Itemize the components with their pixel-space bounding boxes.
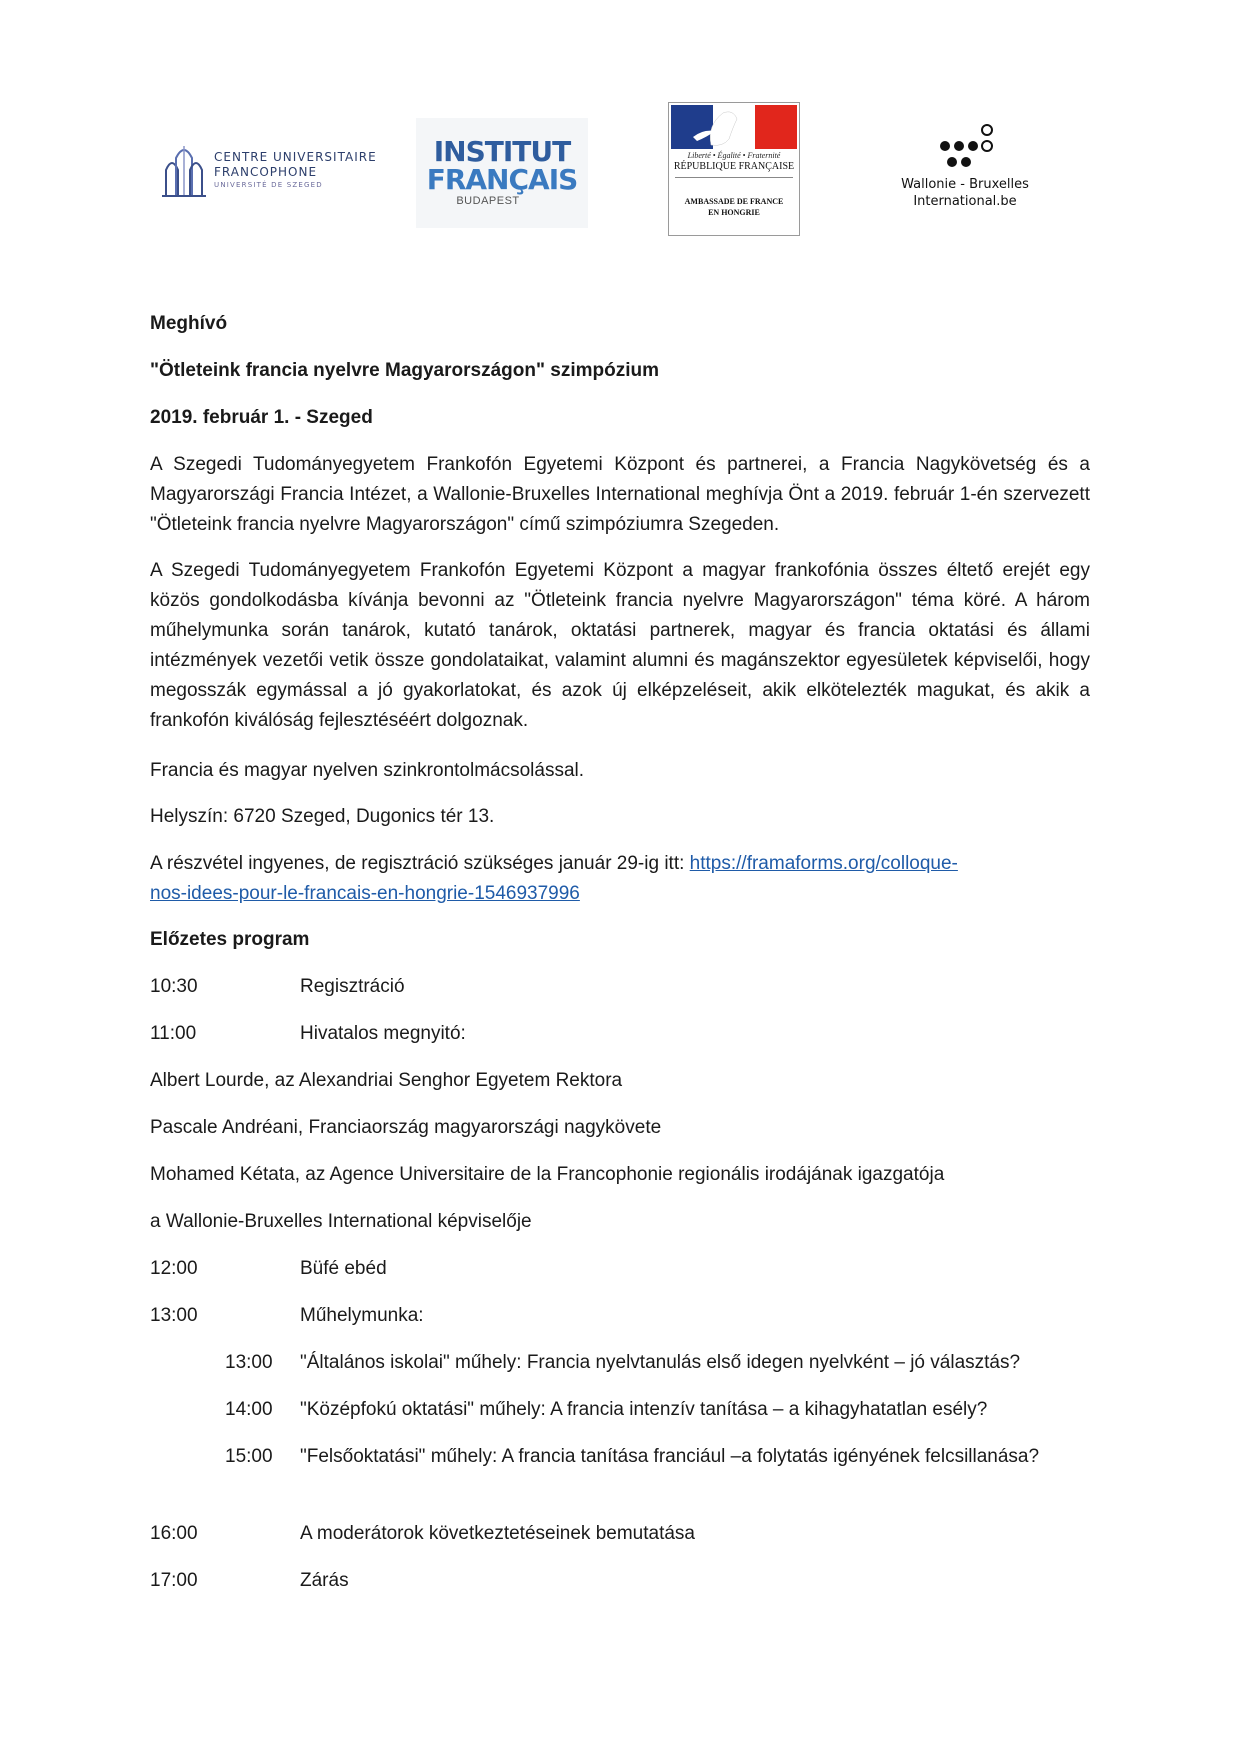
- logo-bar: [0, 100, 1240, 240]
- program-time: 17:00: [150, 1570, 198, 1591]
- program-desc: Büfé ebéd: [300, 1258, 387, 1279]
- wbi-line1: Wallonie - Bruxelles: [901, 177, 1029, 192]
- program-desc: A moderátorok következtetéseinek bemutatása: [300, 1523, 696, 1544]
- institut-francais-logo: [416, 118, 588, 228]
- location-line: Helyszín: 6720 Szeged, Dugonics tér 13.: [150, 806, 495, 827]
- program-time: 12:00: [150, 1258, 198, 1279]
- wbi-line2: International.be: [913, 194, 1017, 209]
- invitation-date: 2019. február 1. - Szeged: [150, 407, 373, 428]
- workshop-time: 15:00: [225, 1446, 273, 1467]
- republique-francaise-logo: [668, 102, 800, 236]
- speaker-line: a Wallonie-Bruxelles International képviselője: [150, 1211, 532, 1232]
- speaker-line: Albert Lourde, az Alexandriai Senghor Egyetem Rektora: [150, 1070, 623, 1091]
- rf-name: RÉPUBLIQUE FRANÇAISE: [673, 161, 795, 172]
- if-line2: FRANÇAIS: [426, 163, 578, 196]
- rf-ambassade: [669, 196, 799, 218]
- invitation-paragraph-1: A Szegedi Tudományegyetem Frankofón Egyetemi Központ és partnerei, a Francia Nagykövetség és a Magyarországi Francia Intézet, a Wallonie-Bruxelles International meghívja Önt a 2019. február 1-én szervezett "Ötleteink francia nyelvre Magyarországon" című szimpóziumra Szegeden.: [150, 454, 1090, 535]
- workshop-time: 13:00: [225, 1352, 273, 1373]
- program-time: 13:00: [150, 1305, 198, 1326]
- program-desc: Zárás: [300, 1570, 349, 1591]
- wbi-dots-icon: [935, 124, 1005, 174]
- invitation-heading: Meghívó: [150, 313, 228, 334]
- program-desc: Műhelymunka:: [300, 1305, 424, 1326]
- cuf-building-icon: [160, 140, 208, 198]
- registration-link-part2[interactable]: nos-idees-pour-le-francais-en-hongrie-1546937996: [150, 883, 580, 904]
- speaker-line: Pascale Andréani, Franciaország magyarországi nagykövete: [150, 1117, 662, 1138]
- rf-ambassade-line2: EN HONGRIE: [708, 208, 760, 217]
- program-time: 11:00: [150, 1023, 197, 1044]
- rf-divider: [675, 177, 793, 178]
- workshop-desc: "Középfokú oktatási" műhely: A francia intenzív tanítása – a kihagyhatatlan esély?: [300, 1399, 988, 1420]
- marianne-flag-icon: [671, 105, 797, 149]
- program-time: 16:00: [150, 1523, 198, 1544]
- interpretation-note: Francia és magyar nyelven szinkrontolmácsolással.: [150, 760, 585, 781]
- program-desc: Regisztráció: [300, 976, 405, 997]
- speaker-line: Mohamed Kétata, az Agence Universitaire de la Francophonie regionális irodájának igazgatója: [150, 1164, 945, 1185]
- cuf-logo: [160, 140, 380, 200]
- registration-line: [150, 849, 1090, 909]
- workshop-desc: "Felsőoktatási" műhely: A francia tanítása franciául –a folytatás igényének felcsillanása?: [300, 1446, 1040, 1467]
- workshop-desc: "Általános iskolai" műhely: Francia nyelvtanulás első idegen nyelvként – jó választás?: [300, 1352, 1021, 1373]
- program-heading: Előzetes program: [150, 929, 310, 950]
- registration-text: A részvétel ingyenes, de regisztráció szükséges január 29-ig itt:: [150, 853, 690, 874]
- rf-ambassade-line1: AMBASSADE DE FRANCE: [684, 197, 784, 206]
- wbi-logo: [880, 118, 1050, 218]
- cuf-line2: FRANCOPHONE: [214, 165, 318, 179]
- program-time: 10:30: [150, 976, 198, 997]
- rf-motto: Liberté • Égalité • Fraternité: [687, 151, 781, 160]
- workshop-time: 14:00: [225, 1399, 273, 1420]
- program-desc: Hivatalos megnyitó:: [300, 1023, 466, 1044]
- invitation-paragraph-2: A Szegedi Tudományegyetem Frankofón Egyetemi Központ a magyar frankofónia összes éltető erejét egy közös gondolkodásba kívánja bevonni az "Ötleteink francia nyelvre Magyarországon" téma köré. A három műhelymunka során tanárok, kutató tanárok, oktatási partnerek, magyar és francia oktatási és állami intézmények vezetői vetik össze gondolataikat, valamint alumni és magánszektor egyesületek képviselői, hogy megosszák egymással a jó gyakorlatokat, és azok új elképzeléseit, akik elkötelezték magukat, és akik a frankofón kiválóság fejlesztéséért dolgoznak.: [150, 560, 1090, 731]
- if-line1: INSTITUT: [433, 135, 571, 168]
- if-line3: BUDAPEST: [456, 195, 520, 207]
- cuf-line3: UNIVERSITÉ DE SZEGED: [214, 181, 323, 189]
- registration-link-part1[interactable]: https://framaforms.org/colloque-: [689, 853, 958, 874]
- invitation-title: "Ötleteink francia nyelvre Magyarországon" szimpózium: [150, 360, 659, 381]
- cuf-line1: CENTRE UNIVERSITAIRE: [214, 150, 377, 164]
